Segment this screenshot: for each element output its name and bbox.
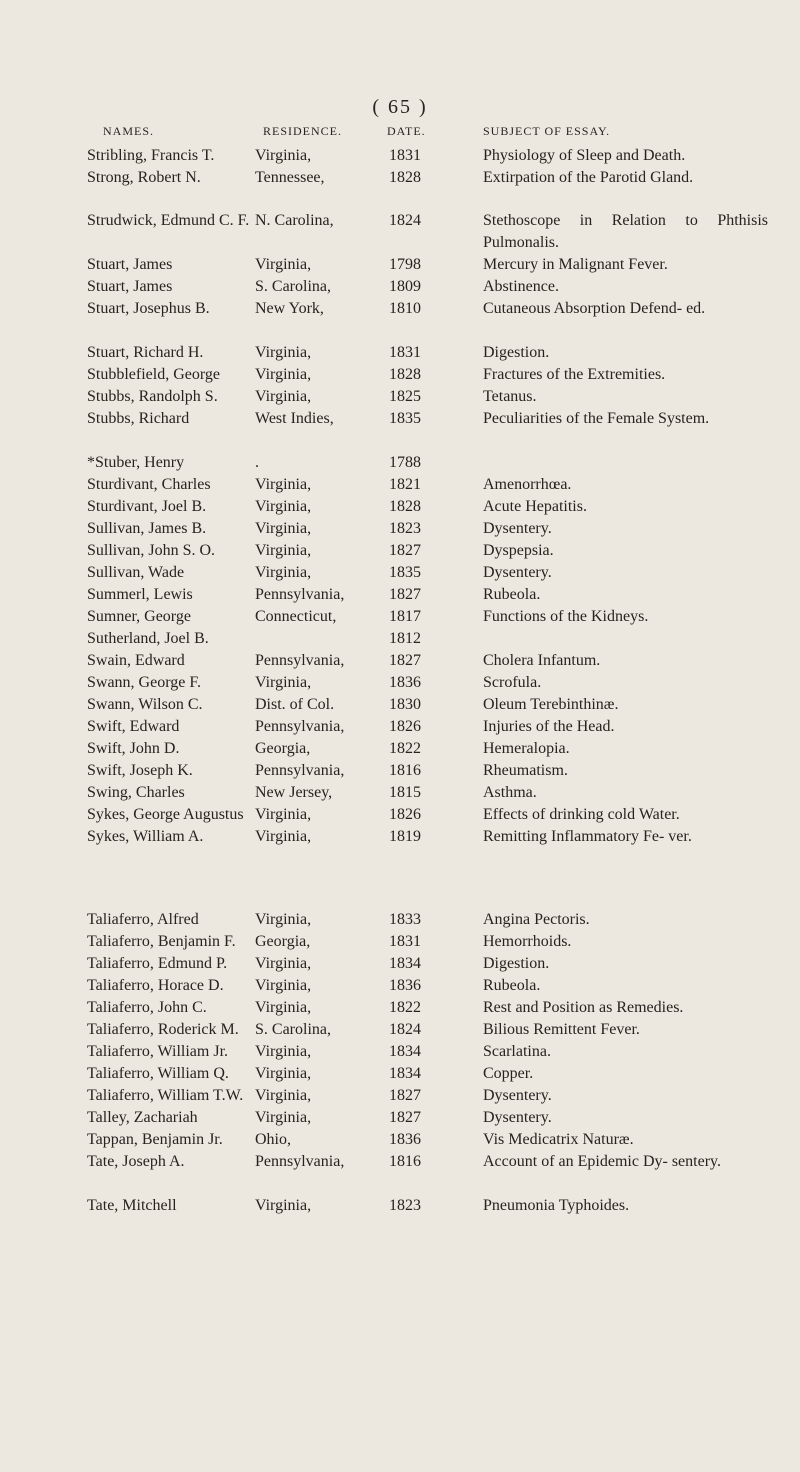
entry-name: Stuart, James — [87, 256, 173, 273]
entry-residence: Virginia, — [255, 498, 312, 515]
entry-name: Tate, Joseph A. — [87, 1153, 185, 1170]
entry-residence: Virginia, — [255, 828, 312, 845]
entry-date: 1812 — [389, 630, 421, 647]
entry-residence: Virginia, — [255, 999, 312, 1016]
entry-subject: Hemeralopia. — [483, 740, 570, 757]
entry-residence: Virginia, — [255, 366, 312, 383]
entry-name: Taliaferro, William T.W. — [87, 1087, 244, 1104]
entry-date: 1828 — [389, 169, 421, 186]
entry-name: Sullivan, John S. O. — [87, 542, 216, 559]
entry-name: Taliaferro, Edmund P. — [87, 955, 228, 972]
entry-date: 1834 — [389, 1043, 421, 1060]
entry-date: 1827 — [389, 1087, 421, 1104]
entry-residence: Virginia, — [255, 1109, 312, 1126]
entry-name: Stuart, Richard H. — [87, 344, 204, 361]
entry-date: 1824 — [389, 212, 421, 229]
entry-name: Sutherland, Joel B. — [87, 630, 209, 647]
entry-name: Swain, Edward — [87, 652, 185, 669]
entry-date: 1835 — [389, 564, 421, 581]
entry-subject: Vis Medicatrix Naturæ. — [483, 1131, 634, 1148]
entry-date: 1819 — [389, 828, 421, 845]
entry-subject: Cholera Infantum. — [483, 652, 601, 669]
entry-subject: Fractures of the Extremities. — [483, 366, 666, 383]
entry-date: 1824 — [389, 1021, 421, 1038]
entry-date: 1830 — [389, 696, 421, 713]
entry-name: Stuart, James — [87, 278, 173, 295]
entry-name: Sturdivant, Joel B. — [87, 498, 207, 515]
entry-name: Taliaferro, William Q. — [87, 1065, 229, 1082]
entry-name: Taliaferro, Roderick M. — [87, 1021, 239, 1038]
entry-residence: Pennsylvania, — [255, 1153, 345, 1170]
entry-residence: Virginia, — [255, 911, 312, 928]
entry-date: 1826 — [389, 806, 421, 823]
entry-date: 1823 — [389, 520, 421, 537]
entry-subject: Injuries of the Head. — [483, 718, 615, 735]
entry-name: Stuart, Josephus B. — [87, 300, 210, 317]
entry-subject: Digestion. — [483, 955, 550, 972]
entry-subject: Angina Pectoris. — [483, 911, 590, 928]
entry-residence: Virginia, — [255, 520, 312, 537]
entry-name: Tappan, Benjamin Jr. — [87, 1131, 223, 1148]
entry-residence: New York, — [255, 300, 324, 317]
entry-name: Taliaferro, William Jr. — [87, 1043, 229, 1060]
entry-residence: Virginia, — [255, 955, 312, 972]
entry-name: Stribling, Francis T. — [87, 147, 215, 164]
entry-subject: Account of an Epidemic Dy- sentery. — [483, 1153, 721, 1170]
entry-subject: Rubeola. — [483, 586, 541, 603]
entry-residence: N. Carolina, — [255, 212, 334, 229]
entry-date: 1821 — [389, 476, 421, 493]
entry-date: 1834 — [389, 1065, 421, 1082]
entry-subject: Stethoscope in Relation to Phthisis Pulmonalis. — [483, 212, 768, 251]
entry-name: Talley, Zachariah — [87, 1109, 198, 1126]
entry-subject: Dysentery. — [483, 520, 552, 537]
entry-residence: Virginia, — [255, 388, 312, 405]
entry-subject: Abstinence. — [483, 278, 559, 295]
entry-date: 1836 — [389, 977, 421, 994]
entry-subject: Rheumatism. — [483, 762, 568, 779]
entry-date: 1825 — [389, 388, 421, 405]
entry-residence: Tennessee, — [255, 169, 325, 186]
entry-date: 1816 — [389, 762, 421, 779]
entry-date: 1835 — [389, 410, 421, 427]
entry-residence: . — [255, 454, 259, 471]
entry-name: *Stuber, Henry — [87, 454, 185, 471]
entry-name: Swing, Charles — [87, 784, 185, 801]
entry-name: Taliaferro, Alfred — [87, 911, 199, 928]
entry-residence: S. Carolina, — [255, 278, 331, 295]
header-residence: RESIDENCE. — [263, 124, 342, 138]
entry-subject: Oleum Terebinthinæ. — [483, 696, 619, 713]
entry-name: Sykes, William A. — [87, 828, 204, 845]
entry-subject: Scrofula. — [483, 674, 542, 691]
entry-name: Swift, John D. — [87, 740, 180, 757]
entry-name: Sullivan, James B. — [87, 520, 207, 537]
entry-residence: Virginia, — [255, 256, 312, 273]
entry-residence: Dist. of Col. — [255, 696, 335, 713]
entry-name: Stubbs, Randolph S. — [87, 388, 218, 405]
entry-residence: Virginia, — [255, 674, 312, 691]
entry-name: Stubblefield, George — [87, 366, 221, 383]
entry-date: 1828 — [389, 498, 421, 515]
entry-name: Swann, George F. — [87, 674, 201, 691]
entry-residence: Virginia, — [255, 806, 312, 823]
entry-name: Taliaferro, Benjamin F. — [87, 933, 236, 950]
entry-residence: Virginia, — [255, 344, 312, 361]
entry-subject: Tetanus. — [483, 388, 537, 405]
entry-date: 1817 — [389, 608, 421, 625]
entry-name: Sykes, George Augustus — [87, 806, 244, 823]
entry-subject: Rubeola. — [483, 977, 541, 994]
entry-residence: S. Carolina, — [255, 1021, 331, 1038]
entry-residence: Virginia, — [255, 1065, 312, 1082]
entry-subject: Mercury in Malignant Fever. — [483, 256, 668, 273]
entry-subject: Remitting Inflammatory Fe- ver. — [483, 828, 692, 845]
entry-residence: Virginia, — [255, 1043, 312, 1060]
entry-date: 1815 — [389, 784, 421, 801]
entry-residence: Virginia, — [255, 977, 312, 994]
entry-subject: Hemorrhoids. — [483, 933, 572, 950]
entry-date: 1798 — [389, 256, 421, 273]
entry-name: Strudwick, Edmund C. F. — [87, 212, 250, 229]
entry-name: Swift, Joseph K. — [87, 762, 193, 779]
entry-date: 1828 — [389, 366, 421, 383]
header-subject: SUBJECT OF ESSAY. — [483, 124, 611, 138]
entry-date: 1827 — [389, 652, 421, 669]
entry-date: 1836 — [389, 1131, 421, 1148]
entry-date: 1822 — [389, 999, 421, 1016]
entry-name: Taliaferro, John C. — [87, 999, 207, 1016]
entry-date: 1834 — [389, 955, 421, 972]
entry-subject: Functions of the Kidneys. — [483, 608, 649, 625]
entry-name: Sturdivant, Charles — [87, 476, 211, 493]
entry-residence: Connecticut, — [255, 608, 337, 625]
header-names: NAMES. — [103, 124, 155, 138]
entry-subject: Asthma. — [483, 784, 537, 801]
entry-residence: Pennsylvania, — [255, 762, 345, 779]
entry-date: 1810 — [389, 300, 421, 317]
entry-date: 1831 — [389, 147, 421, 164]
entry-subject: Amenorrhœa. — [483, 476, 572, 493]
entry-residence: New Jersey, — [255, 784, 333, 801]
entry-date: 1826 — [389, 718, 421, 735]
entry-name: Swift, Edward — [87, 718, 180, 735]
entry-residence: Ohio, — [255, 1131, 291, 1148]
entry-name: Strong, Robert N. — [87, 169, 201, 186]
entry-subject: Dysentery. — [483, 1087, 552, 1104]
entry-residence: Virginia, — [255, 476, 312, 493]
header-date: DATE. — [387, 124, 426, 138]
entry-residence: Virginia, — [255, 542, 312, 559]
page-number: ( 65 ) — [372, 96, 428, 118]
entry-residence: West Indies, — [255, 410, 334, 427]
entry-name: Taliaferro, Horace D. — [87, 977, 224, 994]
entry-date: 1823 — [389, 1197, 421, 1214]
entry-date: 1833 — [389, 911, 421, 928]
entry-subject: Dysentery. — [483, 564, 552, 581]
entry-name: Summerl, Lewis — [87, 586, 193, 603]
entry-subject: Scarlatina. — [483, 1043, 551, 1060]
entry-subject: Peculiarities of the Female System. — [483, 410, 710, 427]
entry-date: 1827 — [389, 1109, 421, 1126]
entry-subject: Bilious Remittent Fever. — [483, 1021, 640, 1038]
entry-date: 1822 — [389, 740, 421, 757]
entry-subject: Pneumonia Typhoides. — [483, 1197, 630, 1214]
entry-residence: Pennsylvania, — [255, 652, 345, 669]
entry-name: Swann, Wilson C. — [87, 696, 203, 713]
entry-subject: Copper. — [483, 1065, 534, 1082]
entry-subject: Dysentery. — [483, 1109, 552, 1126]
entry-residence: Virginia, — [255, 1087, 312, 1104]
entry-date: 1788 — [389, 454, 421, 471]
entry-residence: Georgia, — [255, 740, 311, 757]
entry-name: Sullivan, Wade — [87, 564, 185, 581]
entry-subject: Extirpation of the Parotid Gland. — [483, 169, 694, 186]
entry-residence: Pennsylvania, — [255, 718, 345, 735]
entry-residence: Georgia, — [255, 933, 311, 950]
entry-subject: Dyspepsia. — [483, 542, 554, 559]
entry-residence: Virginia, — [255, 147, 312, 164]
entry-subject: Cutaneous Absorption Defend- ed. — [483, 300, 706, 317]
entry-date: 1827 — [389, 586, 421, 603]
entry-subject: Effects of drinking cold Water. — [483, 806, 680, 823]
entry-date: 1836 — [389, 674, 421, 691]
entry-subject: Physiology of Sleep and Death. — [483, 147, 686, 164]
entry-date: 1809 — [389, 278, 421, 295]
entry-name: Sumner, George — [87, 608, 191, 625]
entry-name: Tate, Mitchell — [87, 1197, 177, 1214]
entry-subject: Acute Hepatitis. — [483, 498, 587, 515]
entry-date: 1816 — [389, 1153, 421, 1170]
entry-residence: Pennsylvania, — [255, 586, 345, 603]
entry-subject: Rest and Position as Remedies. — [483, 999, 684, 1016]
entry-residence: Virginia, — [255, 1197, 312, 1214]
entry-date: 1831 — [389, 933, 421, 950]
entry-residence: Virginia, — [255, 564, 312, 581]
entry-subject: Digestion. — [483, 344, 550, 361]
entry-date: 1827 — [389, 542, 421, 559]
entry-name: Stubbs, Richard — [87, 410, 190, 427]
entry-date: 1831 — [389, 344, 421, 361]
